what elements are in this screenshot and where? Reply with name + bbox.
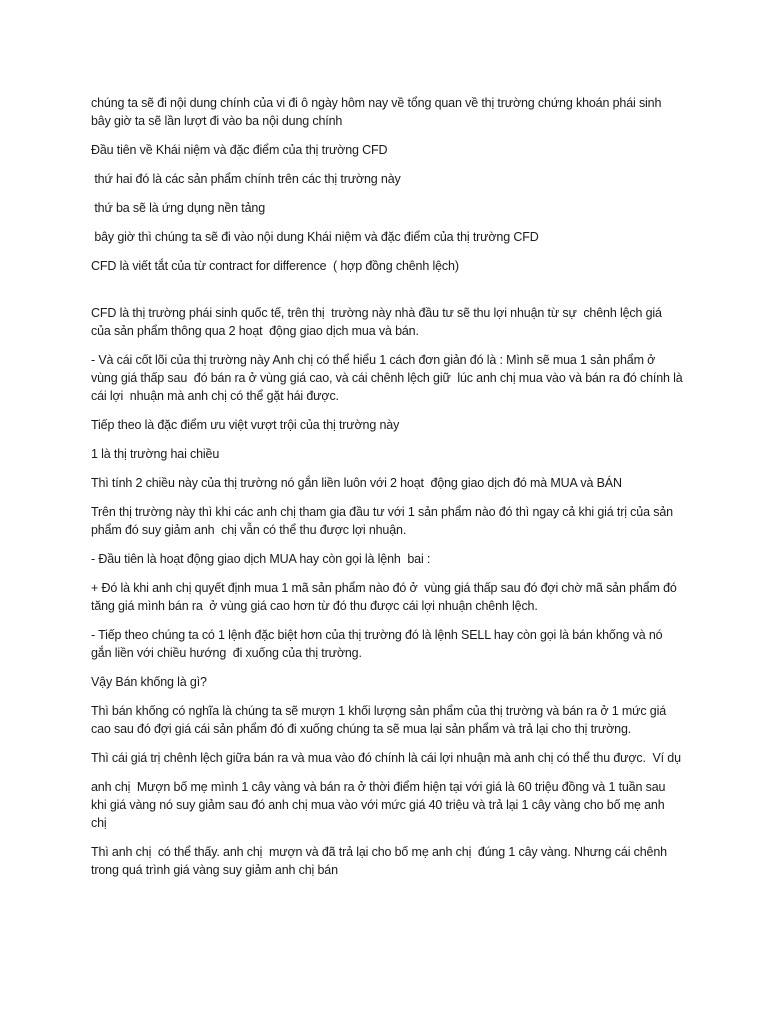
paragraph-point-three: thứ ba sẽ là ứng dụng nền tảng — [91, 201, 266, 215]
paragraph-gold-conclusion: Thì anh chị có thể thấy. anh chị mượn và đã trả lại cho bố mẹ anh chị đúng 1 cây vàng. Nhưng cái chênh trong quá trình giá vàng suy giảm anh chị bán — [91, 845, 671, 877]
paragraph-features-intro: Tiếp theo là đặc điểm ưu việt vượt trội của thị trường này — [91, 418, 400, 432]
paragraph-intro: chúng ta sẽ đi nội dung chính của vi đi ô ngày hôm nay về tổng quan về thị trường chứng khoán phái sinh bây giờ ta sẽ lần lượt đi vào ba nội dung chính — [91, 96, 665, 128]
paragraph-buy-sell: Thì tính 2 chiều này của thị trường nó gắn liền luôn với 2 hoạt động giao dịch đó mà MUA và BÁN — [91, 476, 622, 490]
document-body — [91, 94, 686, 890]
paragraph-buy-order: - Đầu tiên là hoạt động giao dịch MUA hay còn gọi là lệnh bai : — [91, 552, 431, 566]
paragraph-gold-example: anh chị Mượn bố mẹ mình 1 cây vàng và bán ra ở thời điểm hiện tại với giá là 60 triệu đồng và 1 tuần sau khi giá vàng nó suy giảm sau đó anh chị mua vào với mức giá 40 triệu và trả lại 1 cây vàng cho bố mẹ anh chị — [91, 780, 669, 830]
paragraph-sell-order: - Tiếp theo chúng ta có 1 lệnh đặc biệt hơn của thị trường đó là lệnh SELL hay còn gọi là bán khống và nó gắn liền với chiều hướng đi xuống của thị trường. — [91, 628, 666, 660]
paragraph-cfd-definition: CFD là viết tắt của từ contract for difference ( hợp đồng chênh lệch) — [91, 259, 459, 273]
paragraph-transition: bây giờ thì chúng ta sẽ đi vào nội dung Khái niệm và đặc điểm của thị trường CFD — [91, 230, 539, 244]
paragraph-point-one: Đầu tiên về Khái niệm và đặc điểm của thị trường CFD — [91, 143, 388, 157]
paragraph-profit-decline: Trên thị trường này thì khi các anh chị tham gia đầu tư với 1 sản phẩm nào đó thì ngay cả khi giá trị của sản phẩm đó suy giảm anh chị vẫn có thể thu được lợi nhuận. — [91, 505, 677, 537]
paragraph-point-two: thứ hai đó là các sản phẩm chính trên các thị trường này — [91, 172, 401, 186]
paragraph-profit-example-intro: Thì cái giá trị chênh lệch giữa bán ra và mua vào đó chính là cái lợi nhuận mà anh chị có thể thu được. Ví dụ — [91, 751, 681, 765]
paragraph-two-way-market: 1 là thị trường hai chiều — [91, 447, 220, 461]
paragraph-short-question: Vậy Bán khống là gì? — [91, 675, 207, 689]
paragraph-buy-explained: + Đó là khi anh chị quyết định mua 1 mã sản phẩm nào đó ở vùng giá thấp sau đó đợi chờ mã sản phẩm đó tăng giá mình bán ra ở vùng giá cao hơn từ đó thu được cái lợi nhuận chênh lệch. — [91, 581, 681, 613]
paragraph-short-explained: Thì bán khống có nghĩa là chúng ta sẽ mượn 1 khối lượng sản phẩm của thị trường và bán ra ở 1 mức giá cao sau đó đợi giá cái sản phẩm đó đi xuống chúng ta sẽ mua lại sản phẩm và trả lại cho thị trường. — [91, 704, 670, 736]
paragraph-core-idea: - Và cái cốt lõi của thị trường này Anh chị có thể hiểu 1 cách đơn giản đó là : Mình sẽ mua 1 sản phẩm ở vùng giá thấp sau đó bán ra ở vùng giá cao, và cái chênh lệch giữ lúc anh chị mua vào và bán ra đó chính là cái lợi nhuận mà anh chị có thể gặt hái được. — [91, 353, 686, 403]
paragraph-cfd-market: CFD là thị trường phái sinh quốc tế, trên thị trường này nhà đầu tư sẽ thu lợi nhuận từ sự chênh lệch giá của sản phẩm thông qua 2 hoạt động giao dịch mua và bán. — [91, 306, 666, 338]
